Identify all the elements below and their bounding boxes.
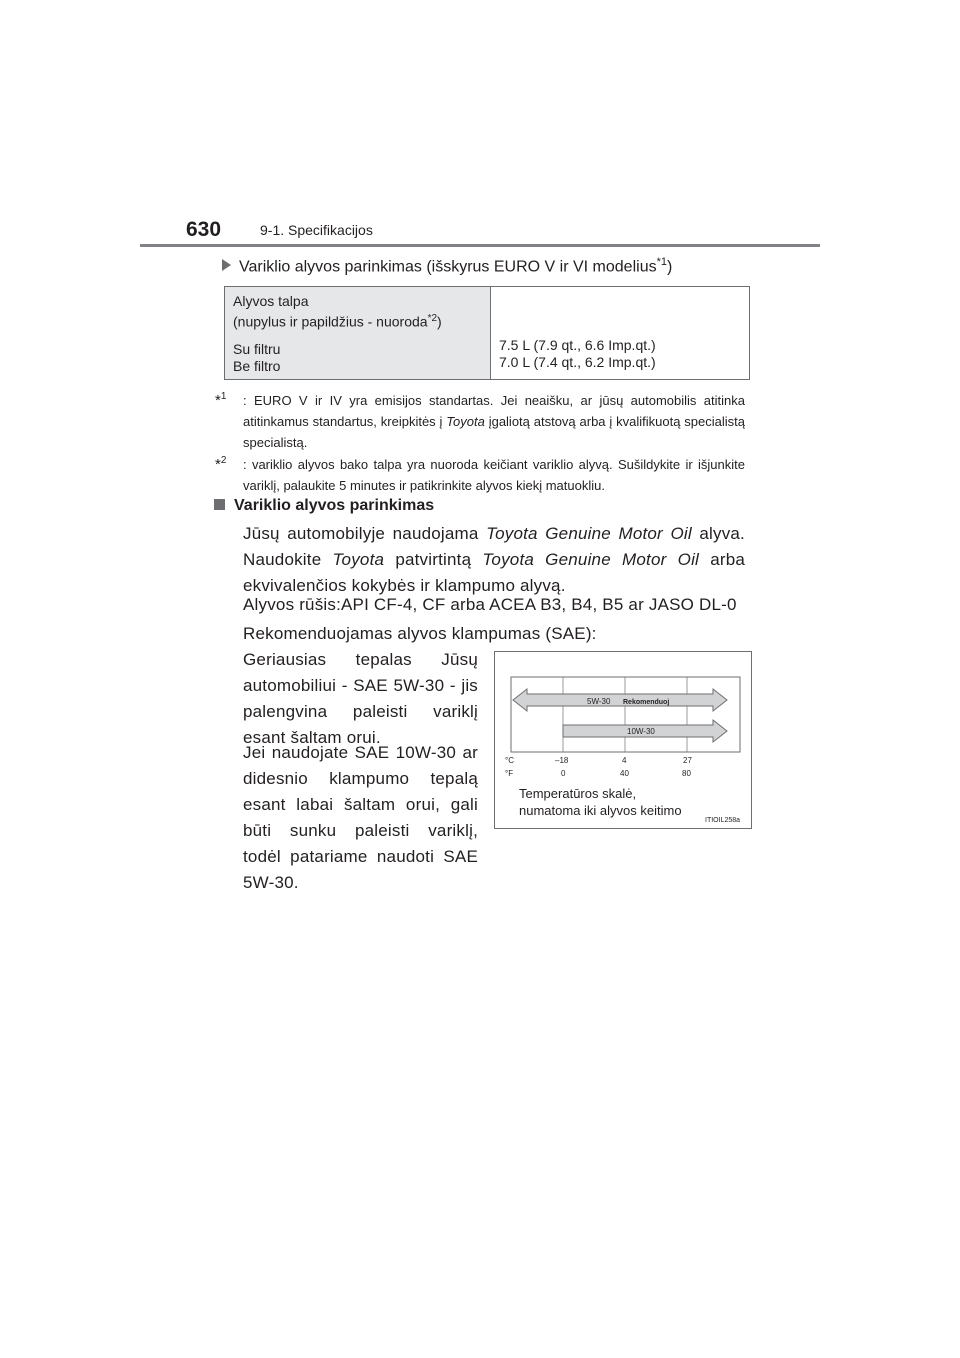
celsius-tick-3: 27 xyxy=(683,756,692,765)
figure-code: ITIOIL258a xyxy=(705,817,741,824)
celsius-tick-2: 4 xyxy=(622,756,627,765)
p1-text-a: Jūsų automobilyje naudojama xyxy=(243,524,487,543)
bar-10w30-label: 10W-30 xyxy=(627,727,655,736)
footnote-2 xyxy=(215,450,745,496)
footnote-1-text-a: : EURO V ir IV yra emisijos standartas. Jei neaišku, ar jūsų automobilis atitinka atitinkamus standartus, kreipkitės į xyxy=(243,393,745,429)
p1-brand-oil-2: Toyota Genuine Motor Oil xyxy=(482,550,700,569)
footnote-1-mark xyxy=(215,392,226,409)
celsius-tick-1: –18 xyxy=(555,756,569,765)
square-bullet-icon xyxy=(214,499,225,510)
footnote-1-text-b: įgaliotą atstovą arba į kvalifikuotą specialistą specialistą. xyxy=(243,414,745,450)
footnote-1-star: * xyxy=(215,392,221,409)
footnote-2-body: : variklio alyvos bako talpa yra nuoroda keičiant variklio alyvą. Sušildykite ir išjunkite variklį, palaukite 5 minutes ir patikrinkite alyvos kiekį matuokliu. xyxy=(243,457,745,493)
capacity-label-cell xyxy=(225,287,491,380)
chart-caption-line1: Temperatūros skalė, xyxy=(519,786,637,801)
subheading xyxy=(222,256,672,276)
footnote-2-mark xyxy=(215,456,226,473)
fahrenheit-tick-1: 0 xyxy=(561,769,566,778)
footnote-1 xyxy=(215,386,745,453)
oil-capacity-table xyxy=(224,286,750,380)
viscosity-intro-paragraph: Rekomenduojamas alyvos klampumas (SAE): xyxy=(243,624,597,643)
oil-paragraph-1 xyxy=(243,521,745,599)
p1-brand: Toyota xyxy=(332,550,385,569)
footnote-1-number: 1 xyxy=(220,391,227,402)
with-filter-label: Su filtru xyxy=(233,340,281,357)
capacity-label-line2-text: (nupylus ir papildžius - nuoroda xyxy=(233,313,428,330)
celsius-unit: °C xyxy=(505,756,514,765)
fahrenheit-tick-3: 80 xyxy=(682,769,691,778)
capacity-label-line1: Alyvos talpa xyxy=(233,293,309,309)
subheading-text: Variklio alyvos parinkimas (išskyrus EURO V ir VI modelius xyxy=(239,258,657,276)
subheading-close: ) xyxy=(667,258,673,276)
p1-text-d: arba ekvivalenčios kokybės ir klampumo alyvą. xyxy=(243,550,746,595)
viscosity-temperature-chart xyxy=(494,651,752,829)
footnote-2-number: 2 xyxy=(220,455,227,466)
page-number: 630 xyxy=(186,218,222,241)
capacity-value-cell xyxy=(491,287,750,380)
best-oil-paragraph: Geriausias tepalas Jūsų automobiliui - SAE 5W-30 - jis palengvina paleisti variklį esant šaltam orui. xyxy=(243,650,478,747)
triangle-bullet-icon xyxy=(222,259,231,271)
oil-type-paragraph: Alyvos rūšis:API CF-4, CF arba ACEA B3, B4, B5 ar JASO DL-0 xyxy=(243,595,737,614)
footnote-2-star: * xyxy=(215,456,221,473)
without-filter-label: Be filtro xyxy=(233,357,281,374)
capacity-footnote-ref: *2 xyxy=(427,313,438,324)
capacity-label-close: ) xyxy=(437,313,442,330)
with-filter-value: 7.5 L (7.9 qt., 6.6 Imp.qt.) xyxy=(499,337,656,353)
bar-5w30-label: 5W-30 xyxy=(587,697,611,706)
bar-5w30-recommended-tag: Rekomenduoj xyxy=(623,699,670,706)
fahrenheit-unit: °F xyxy=(505,769,514,778)
viscosity-chart-svg xyxy=(495,652,751,828)
section-title: 9-1. Specifikacijos xyxy=(260,222,373,238)
oil-selection-title: Variklio alyvos parinkimas xyxy=(234,497,435,514)
chart-caption-line2: numatoma iki alyvos keitimo xyxy=(519,803,682,818)
heavier-oil-warning-paragraph: Jei naudojate SAE 10W-30 ar didesnio klampumo tepalą esant labai šaltam orui, gali būti sunku paleisti variklį, todėl patariame naudoti SAE 5W-30. xyxy=(243,743,478,892)
subheading-footnote-ref: *1 xyxy=(656,256,667,268)
chart-frame xyxy=(511,677,740,752)
oil-selection-heading xyxy=(214,497,434,515)
p1-brand-oil: Toyota Genuine Motor Oil xyxy=(486,524,692,543)
p1-text-b: alyva. Naudokite xyxy=(243,524,745,569)
header-rule xyxy=(140,244,820,247)
footnote-1-brand: Toyota xyxy=(446,414,485,429)
fahrenheit-tick-2: 40 xyxy=(620,769,629,778)
footnote-1-body xyxy=(215,390,745,453)
without-filter-value: 7.0 L (7.4 qt., 6.2 Imp.qt.) xyxy=(499,354,656,370)
capacity-label-line2 xyxy=(233,310,482,331)
p1-text-c: patvirtintą xyxy=(384,550,483,569)
